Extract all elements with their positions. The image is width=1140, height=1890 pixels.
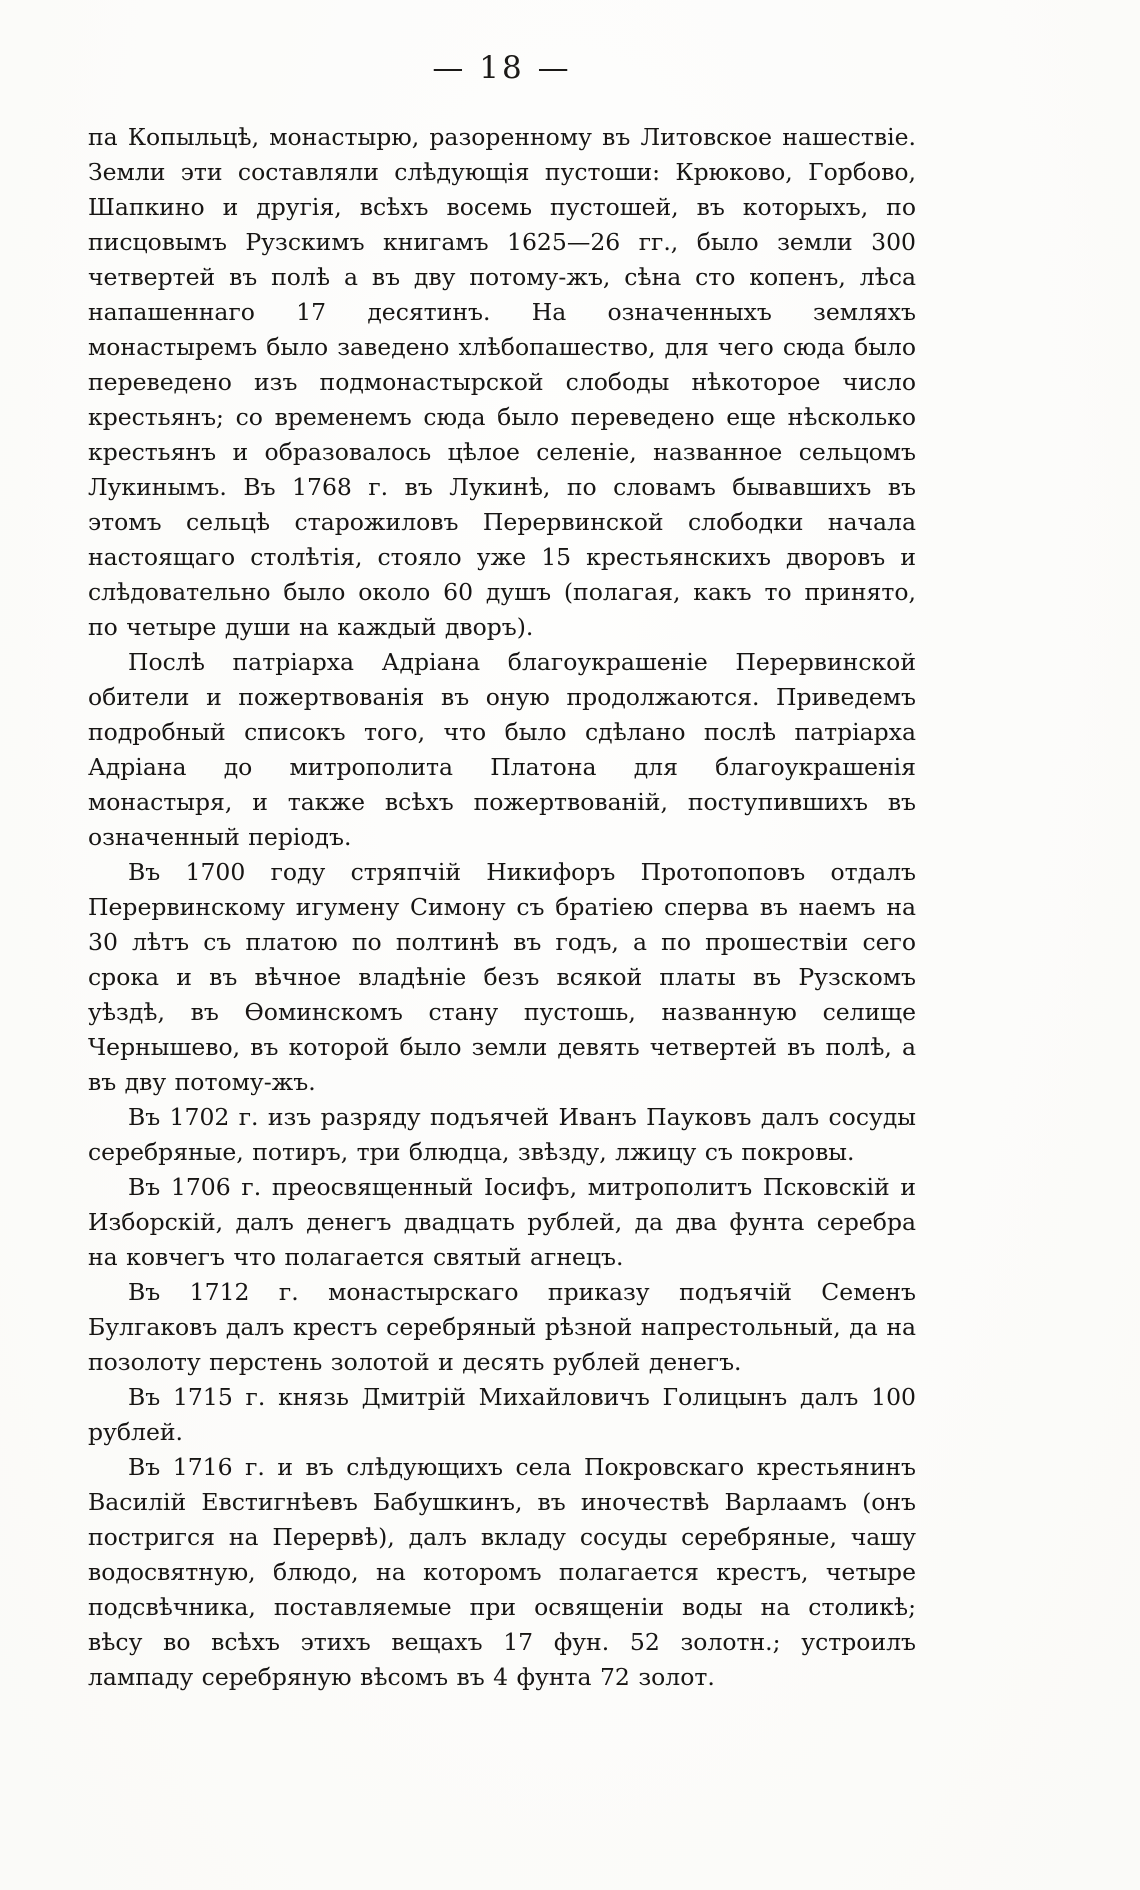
paragraph-continuation: па Копыльцѣ, монастырю, разоренному въ Литовское нашествіе. Земли эти составляли слѣдующія пустоши: Крюково, Горбово, Шапкино и другія, всѣхъ восемь пустошей, въ которыхъ, по писцовымъ Рузскимъ книгамъ 1625—26 гг., было земли 300 четвертей въ полѣ а въ дву потому-жъ, сѣна сто копенъ, лѣса напашеннаго 17 десятинъ. На означенныхъ земляхъ монастыремъ было заведено хлѣбопашество, для чего сюда было переведено изъ подмонастырской слободы нѣкоторое число крестьянъ; со временемъ сюда было переведено еще нѣсколько крестьянъ и образовалось цѣлое селеніе, названное сельцомъ Лукинымъ. Въ 1768 г. въ Лукинѣ, по словамъ бывавшихъ въ этомъ сельцѣ старожиловъ Перервинской слободки начала настоящаго столѣтія, стояло уже 15 крестьянскихъ дворовъ и слѣдовательно было около 60 душъ (полагая, какъ то принято, по четыре души на каждый дворъ). [88, 123, 916, 641]
paragraph: Въ 1706 г. преосвященный Іосифъ, митрополитъ Псковскій и Изборскій, далъ денегъ двадцать рублей, да два фунта серебра на ковчегъ что полагается святый агнецъ. [88, 1173, 916, 1271]
paragraph: Въ 1700 году стряпчій Никифоръ Протопоповъ отдалъ Перервинскому игумену Симону съ братіею сперва въ наемъ на 30 лѣтъ съ платою по полтинѣ въ годъ, а по прошествіи сего срока и въ вѣчное владѣніе безъ всякой платы въ Рузскомъ уѣздѣ, въ Ѳоминскомъ стану пустошь, названную селище Чернышево, въ которой было земли девять четвертей въ полѣ, а въ дву потому-жъ. [88, 858, 916, 1096]
paragraph: Въ 1712 г. монастырскаго приказу подъячій Семенъ Булгаковъ далъ крестъ серебряный рѣзной напрестольный, да на позолоту перстень золотой и десять рублей денегъ. [88, 1278, 916, 1376]
paragraph: Въ 1702 г. изъ разряду подъячей Иванъ Пауковъ далъ сосуды серебряные, потиръ, три блюдца, звѣзду, лжицу съ покровы. [88, 1103, 916, 1166]
page-number-header: — 18 — [432, 50, 572, 86]
paragraph: Послѣ патріарха Адріана благоукрашеніе Перервинской обители и пожертвованія въ оную продолжаются. Приведемъ подробный списокъ того, что было сдѣлано послѣ патріарха Адріана до митрополита Платона для благоукрашенія монастыря, и также всѣхъ пожертвованій, поступившихъ въ означенный періодъ. [88, 648, 916, 851]
text-column [88, 50, 916, 1695]
paragraph: Въ 1716 г. и въ слѣдующихъ села Покровскаго крестьянинъ Василій Евстигнѣевъ Бабушкинъ, въ иночествѣ Варлаамъ (онъ постригся на Перервѣ), далъ вкладу сосуды серебряные, чашу водосвятную, блюдо, на которомъ полагается крестъ, четыре подсвѣчника, поставляемые при освященіи воды на столикѣ; вѣсу во всѣхъ этихъ вещахъ 17 фун. 52 золотн.; устроилъ лампаду серебряную вѣсомъ въ 4 фунта 72 золот. [88, 1453, 916, 1691]
paragraph: Въ 1715 г. князь Дмитрій Михайловичъ Голицынъ далъ 100 рублей. [88, 1383, 916, 1446]
body-text [88, 120, 916, 1695]
